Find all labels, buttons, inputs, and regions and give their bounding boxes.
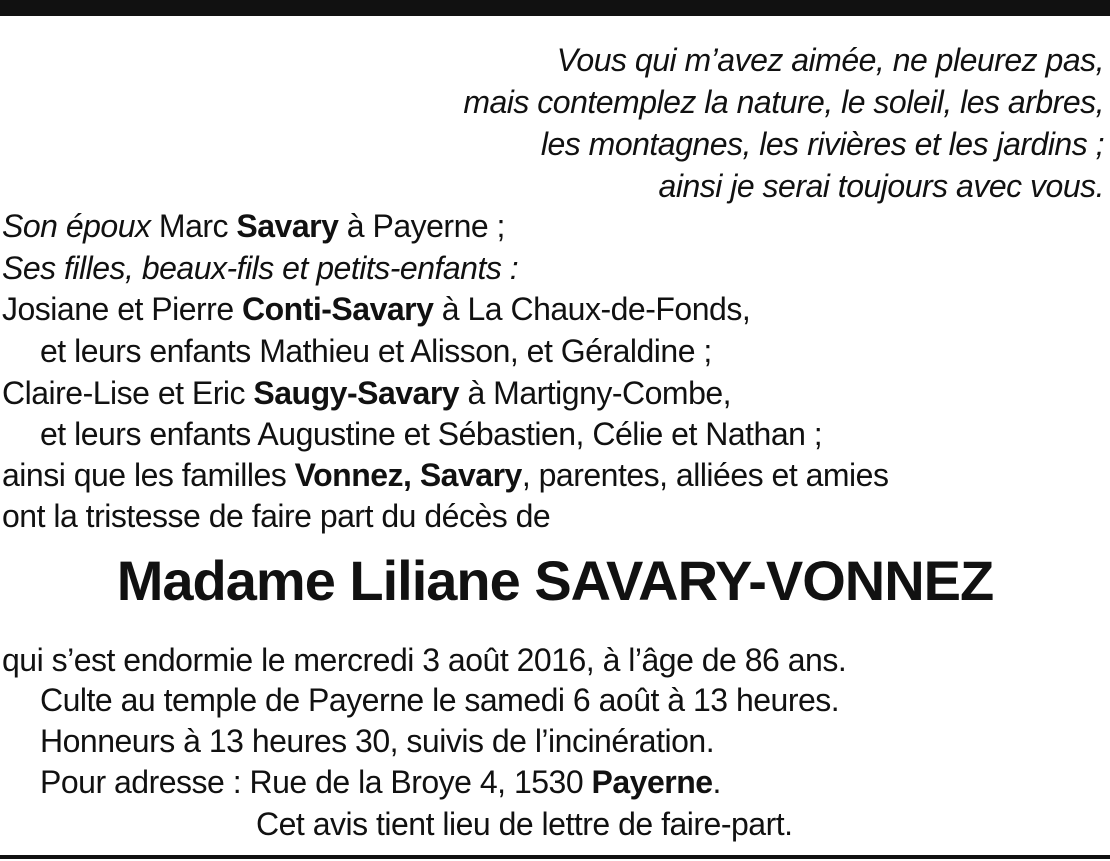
- family-line-1-post: à La Chaux-de-Fonds,: [433, 291, 751, 327]
- poem-line-1: Vous qui m’avez aimée, ne pleurez pas,: [556, 42, 1104, 78]
- address-town: Payerne: [591, 764, 713, 800]
- detail-line-5: Cet avis tient lieu de lettre de faire-part.: [256, 806, 793, 842]
- family-line-3-pre: Claire-Lise et Eric: [2, 375, 254, 411]
- bottom-border-rule: [0, 855, 1110, 859]
- poem-line-4: ainsi je serai toujours avec vous.: [658, 168, 1104, 204]
- family-line-1: [2, 289, 750, 329]
- top-border-rule: [0, 0, 1110, 16]
- family-line-1-pre: Josiane et Pierre: [2, 291, 243, 327]
- family-line-3-post: à Martigny-Combe,: [459, 375, 732, 411]
- families-line: [2, 455, 888, 495]
- family-line-2: et leurs enfants Mathieu et Alisson, et Géraldine ;: [40, 333, 712, 369]
- children-heading: Ses filles, beaux-fils et petits-enfants :: [2, 250, 519, 286]
- spouse-pre: Marc: [150, 208, 237, 244]
- poem-line-2: mais contemplez la nature, le soleil, les arbres,: [463, 84, 1104, 120]
- detail-line-4: [40, 762, 721, 802]
- address-pre: Pour adresse : Rue de la Broye 4, 1530: [40, 764, 592, 800]
- address-post: .: [712, 764, 721, 800]
- family-line-1-surname: Conti-Savary: [242, 291, 434, 327]
- deceased-name-title: Madame Liliane SAVARY-VONNEZ: [116, 549, 994, 612]
- spouse-role: Son époux: [2, 208, 151, 244]
- family-line-3: [2, 373, 731, 413]
- family-line-3-surname: Saugy-Savary: [253, 375, 460, 411]
- families-post: , parentes, alliées et amies: [521, 457, 889, 493]
- spouse-post: à Payerne ;: [338, 208, 505, 244]
- families-surnames: Vonnez, Savary: [294, 457, 522, 493]
- detail-line-3: Honneurs à 13 heures 30, suivis de l’incinération.: [40, 723, 715, 759]
- announcement-line: ont la tristesse de faire part du décès de: [2, 498, 551, 534]
- families-pre: ainsi que les familles: [2, 457, 295, 493]
- detail-line-1: qui s’est endormie le mercredi 3 août 2016, à l’âge de 86 ans.: [2, 642, 847, 678]
- detail-line-2: Culte au temple de Payerne le samedi 6 août à 13 heures.: [40, 682, 840, 718]
- spouse-surname: Savary: [236, 208, 339, 244]
- family-line-4: et leurs enfants Augustine et Sébastien, Célie et Nathan ;: [40, 416, 823, 452]
- spouse-line: [2, 206, 505, 246]
- poem-line-3: les montagnes, les rivières et les jardins ;: [540, 126, 1104, 162]
